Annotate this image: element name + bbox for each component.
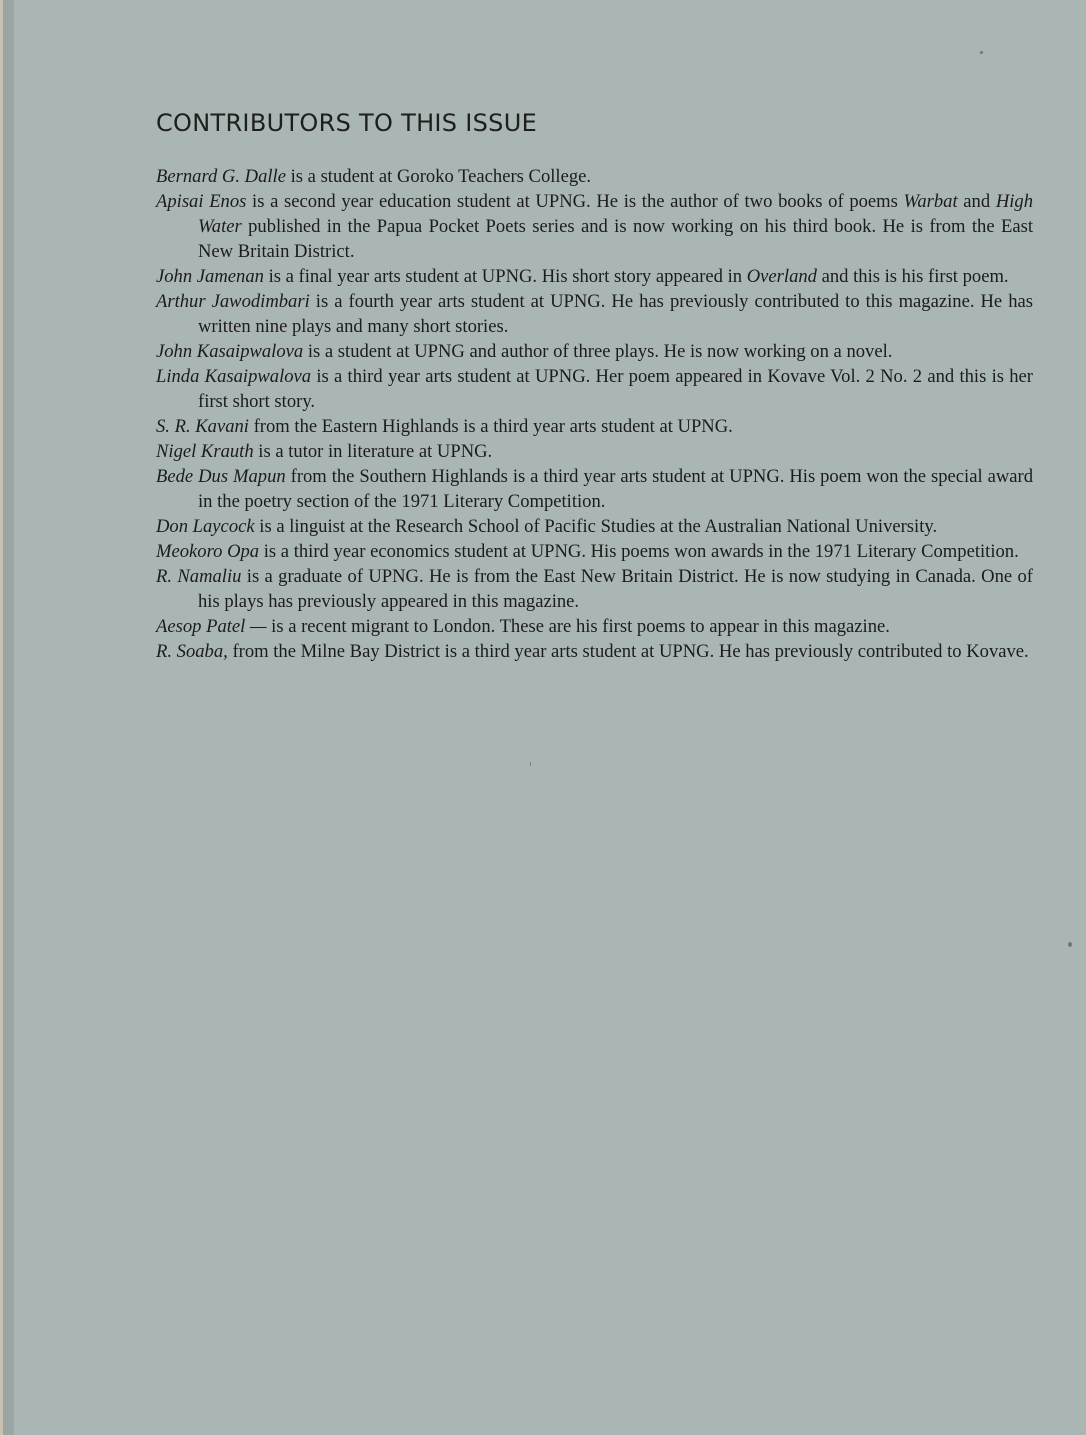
contributor-description: from the Southern Highlands is a third year arts student at UPNG. His poem won the special award in the poetry section of the 1971 Literary Competition. xyxy=(198,466,1033,512)
contributor-description: is a third year economics student at UPNG. His poems won awards in the 1971 Literary Competition. xyxy=(259,541,1019,562)
contributors-list xyxy=(156,164,1033,664)
contributor-name: Don Laycock xyxy=(156,516,255,537)
contributor-entry xyxy=(156,514,1033,539)
paper-speck xyxy=(980,51,983,54)
contributor-description: is a tutor in literature at UPNG. xyxy=(253,441,493,462)
publication-title: Overland xyxy=(746,266,817,287)
book-title: High Water xyxy=(198,191,1033,237)
contributor-name: Aesop Patel — xyxy=(156,616,267,637)
contributor-entry xyxy=(156,639,1033,664)
contributor-entry xyxy=(156,264,1033,289)
contributor-description: published in the Papua Pocket Poets series and is now working on his third book. He is from the East New Britain District. xyxy=(198,216,1033,262)
contributor-name: John Jamenan xyxy=(156,266,264,287)
contributor-name: Apisai Enos xyxy=(156,191,247,212)
contributor-description: is a fourth year arts student at UPNG. He has previously contributed to this magazine. He has written nine plays and many short stories. xyxy=(198,291,1033,337)
contributor-name: Arthur Jawodimbari xyxy=(156,291,310,312)
contributor-description: is a linguist at the Research School of Pacific Studies at the Australian National University. xyxy=(254,516,938,537)
contributor-entry xyxy=(156,364,1033,414)
contributor-entry xyxy=(156,439,1033,464)
contributor-entry xyxy=(156,164,1033,189)
contributor-name: Linda Kasaipwalova xyxy=(156,366,312,387)
contributor-entry xyxy=(156,564,1033,614)
contributor-entry xyxy=(156,464,1033,514)
paper-speck xyxy=(1068,942,1072,947)
contributor-description: is a student at UPNG and author of three plays. He is now working on a novel. xyxy=(303,341,893,362)
contributor-entry xyxy=(156,339,1033,364)
contributor-description: from the Eastern Highlands is a third year arts student at UPNG. xyxy=(248,416,733,437)
contributor-description: and xyxy=(957,191,996,212)
book-title: Warbat xyxy=(903,191,958,212)
contributor-name: R. Namaliu xyxy=(156,566,242,587)
contributor-entry xyxy=(156,289,1033,339)
contributor-entry xyxy=(156,414,1033,439)
paper-speck xyxy=(530,762,531,766)
contributor-description: from the Milne Bay District is a third year arts student at UPNG. He has previously contributed to Kovave. xyxy=(227,641,1029,662)
contributor-entry xyxy=(156,189,1033,264)
contributor-name: John Kasaipwalova xyxy=(156,341,304,362)
contributor-description: and this is his first poem. xyxy=(816,266,1009,287)
contributor-description: is a recent migrant to London. These are his first poems to appear in this magazine. xyxy=(266,616,890,637)
contributor-name: Nigel Krauth xyxy=(156,441,254,462)
contributor-name: R. Soaba, xyxy=(156,641,228,662)
contributor-description: is a graduate of UPNG. He is from the East New Britain District. He is now studying in Canada. One of his plays has previously appeared in this magazine. xyxy=(198,566,1033,612)
contributor-name: S. R. Kavani xyxy=(156,416,249,437)
contributor-description: is a student at Goroko Teachers College. xyxy=(285,166,592,187)
contributor-name: Bede Dus Mapun xyxy=(156,466,286,487)
contributor-entry xyxy=(156,539,1033,564)
contributor-entry xyxy=(156,614,1033,639)
contributor-description: is a third year arts student at UPNG. Her poem appeared in Kovave Vol. 2 No. 2 and this is her first short story. xyxy=(198,366,1033,412)
contributor-name: Bernard G. Dalle xyxy=(156,166,286,187)
contributor-name: Meokoro Opa xyxy=(156,541,260,562)
contributor-description: is a final year arts student at UPNG. His short story appeared in xyxy=(263,266,747,287)
page-title: CONTRIBUTORS TO THIS ISSUE xyxy=(156,109,538,137)
contributor-description: is a second year education student at UPNG. He is the author of two books of poems xyxy=(246,191,904,212)
